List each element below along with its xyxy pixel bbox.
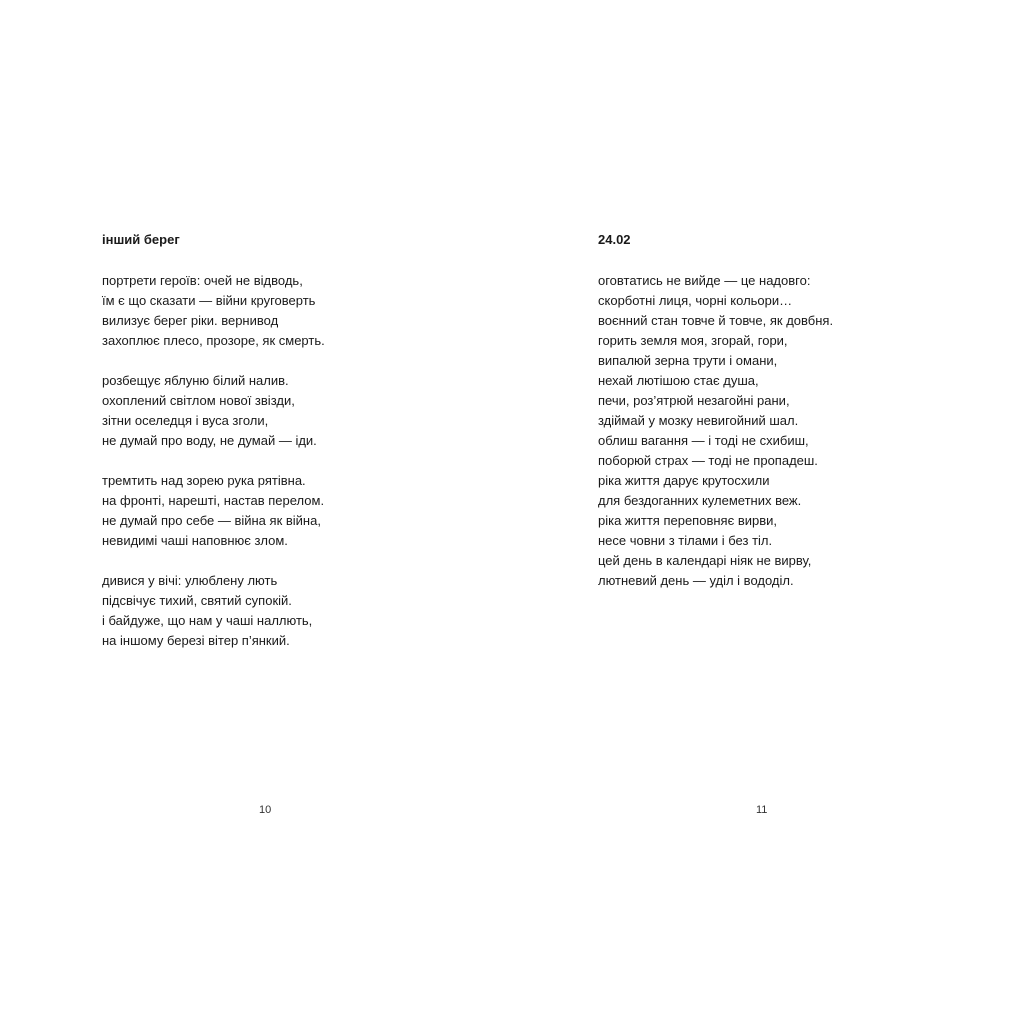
poem-line: захоплює плесо, прозоре, як смерть. <box>102 333 325 348</box>
poem-line: на фронті, нарешті, настав перелом. <box>102 493 325 508</box>
right-page-content <box>598 231 833 611</box>
poem-line: вилизує берег ріки. вернивод <box>102 313 279 328</box>
poem-line: портрети героїв: очей не відводь, <box>102 273 303 288</box>
stanza <box>102 271 325 351</box>
poem-line: ріка життя дарує крутосхили <box>598 473 770 488</box>
poem-line: горить земля моя, згорай, гори, <box>598 333 788 348</box>
poem-line: поборюй страх — тоді не пропадеш. <box>598 453 818 468</box>
poem-line: облиш вагання — і тоді не схибиш, <box>598 433 809 448</box>
poem-line: підсвічує тихий, святий супокій. <box>102 593 292 608</box>
poem-line: і байдуже, що нам у чаші наллють, <box>102 613 313 628</box>
poem-line: охоплений світлом нової звізди, <box>102 393 295 408</box>
stanza <box>102 571 325 651</box>
poem-title: 24.02 <box>598 232 631 247</box>
poem-line: зітни оселедця і вуса зголи, <box>102 413 269 428</box>
page-number: 10 <box>259 804 272 816</box>
poem-line: лютневий день — уділ і вододіл. <box>598 573 794 588</box>
poem-line: дивися у вічі: улюблену лють <box>102 573 278 588</box>
poem-line: несе човни з тілами і без тіл. <box>598 533 773 548</box>
stanza <box>598 271 833 591</box>
poem-line: ріка життя переповняє вирви, <box>598 513 777 528</box>
poem-line: для бездоганних кулеметних веж. <box>598 493 802 508</box>
poem-line: печи, роз’ятрюй незагойні рани, <box>598 393 790 408</box>
stanza <box>102 371 325 451</box>
poem-line: оговтатись не вийде — це надовго: <box>598 273 811 288</box>
poem-line: розбещує яблуню білий налив. <box>102 373 289 388</box>
poem-line: здіймай у мозку невигойний шал. <box>598 413 799 428</box>
poem-line: не думай про себе — війна як війна, <box>102 513 321 528</box>
right-page <box>512 0 1024 1024</box>
poem-line: на іншому березі вітер п’янкий. <box>102 633 290 648</box>
poem-line: скорботні лиця, чорні кольори… <box>598 293 793 308</box>
poem-line: цей день в календарі ніяк не вирву, <box>598 553 812 568</box>
poem-line: нехай лютішою стає душа, <box>598 373 759 388</box>
page-number: 11 <box>756 804 768 816</box>
poem-title: інший берег <box>102 232 180 247</box>
poem-line: тремтить над зорею рука рятівна. <box>102 473 306 488</box>
stanza <box>102 471 325 551</box>
poem-line: випалюй зерна трути і омани, <box>598 353 778 368</box>
left-page-content <box>102 231 325 671</box>
poem-line: воєнний стан товче й товче, як довбня. <box>598 313 834 328</box>
poem-line: їм є що сказати — війни круговерть <box>102 293 316 308</box>
poem-line: не думай про воду, не думай — іди. <box>102 433 317 448</box>
poem-line: невидимі чаші наповнює злом. <box>102 533 288 548</box>
